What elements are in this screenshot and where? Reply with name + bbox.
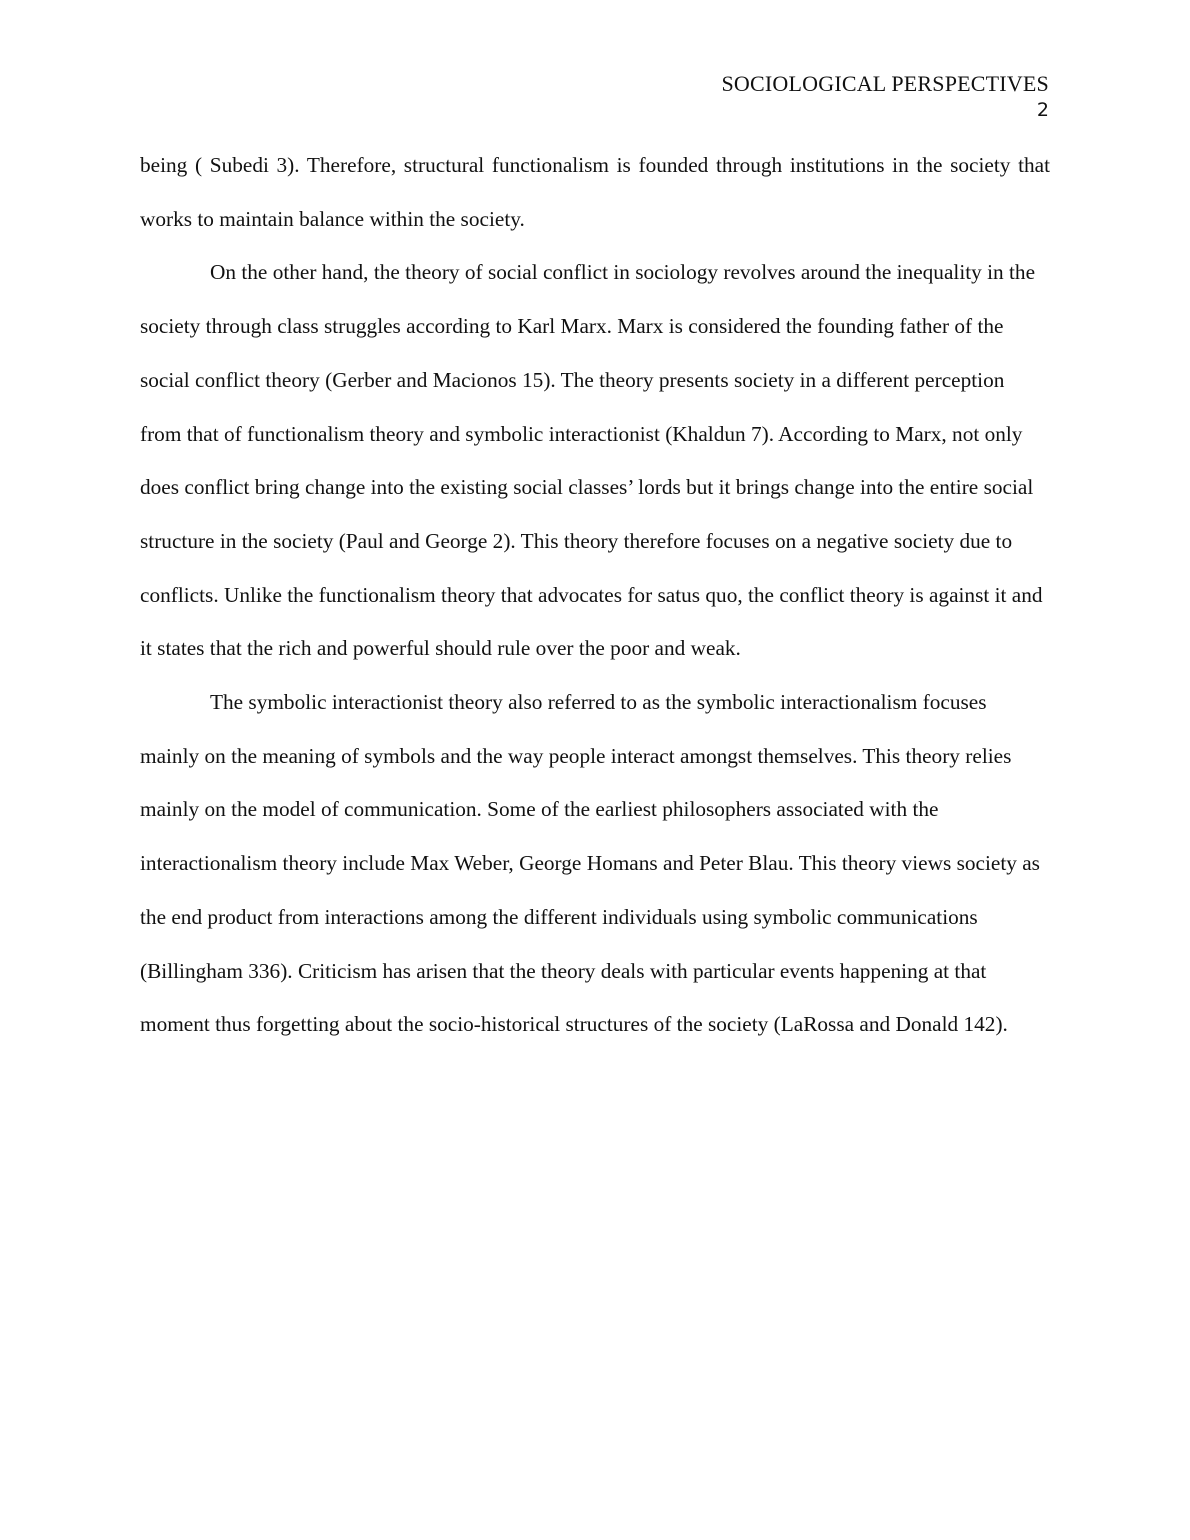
running-head: SOCIOLOGICAL PERSPECTIVES [721, 71, 1049, 96]
paragraph-social-conflict: On the other hand, the theory of social conflict in sociology revolves around the inequality in the society through class struggles according to Karl Marx. Marx is considered the founding father of the social conflict theory (Gerber and Macionos 15). The theory presents society in a different perception from that of functionalism theory and symbolic interactionist (Khaldun 7). According to Marx, not only does conflict bring change into the existing social classes’ lords but it brings change into the entire social structure in the society (Paul and George 2). This theory therefore focuses on a negative society due to conflicts. Unlike the functionalism theory that advocates for satus quo, the conflict theory is against it and it states that the rich and powerful should rule over the poor and weak. [140, 260, 1043, 661]
paragraph-continuation: being ( Subedi 3). Therefore, structural functionalism is founded through institutions in the society that works to maintain balance within the society. [140, 153, 1050, 231]
page-number: 2 [1036, 99, 1049, 121]
paragraph-symbolic-interactionism: The symbolic interactionist theory also referred to as the symbolic interactionalism focuses mainly on the meaning of symbols and the way people interact amongst themselves. This theory relies mainly on the model of communication. Some of the earliest philosophers associated with the interactionalism theory include Max Weber, George Homans and Peter Blau. This theory views society as the end product from interactions among the different individuals using symbolic communications (Billingham 336). Criticism has arisen that the theory deals with particular events happening at that moment thus forgetting about the socio-historical structures of the society (LaRossa and Donald 142). [140, 690, 1040, 1037]
document-body [140, 139, 1050, 1052]
